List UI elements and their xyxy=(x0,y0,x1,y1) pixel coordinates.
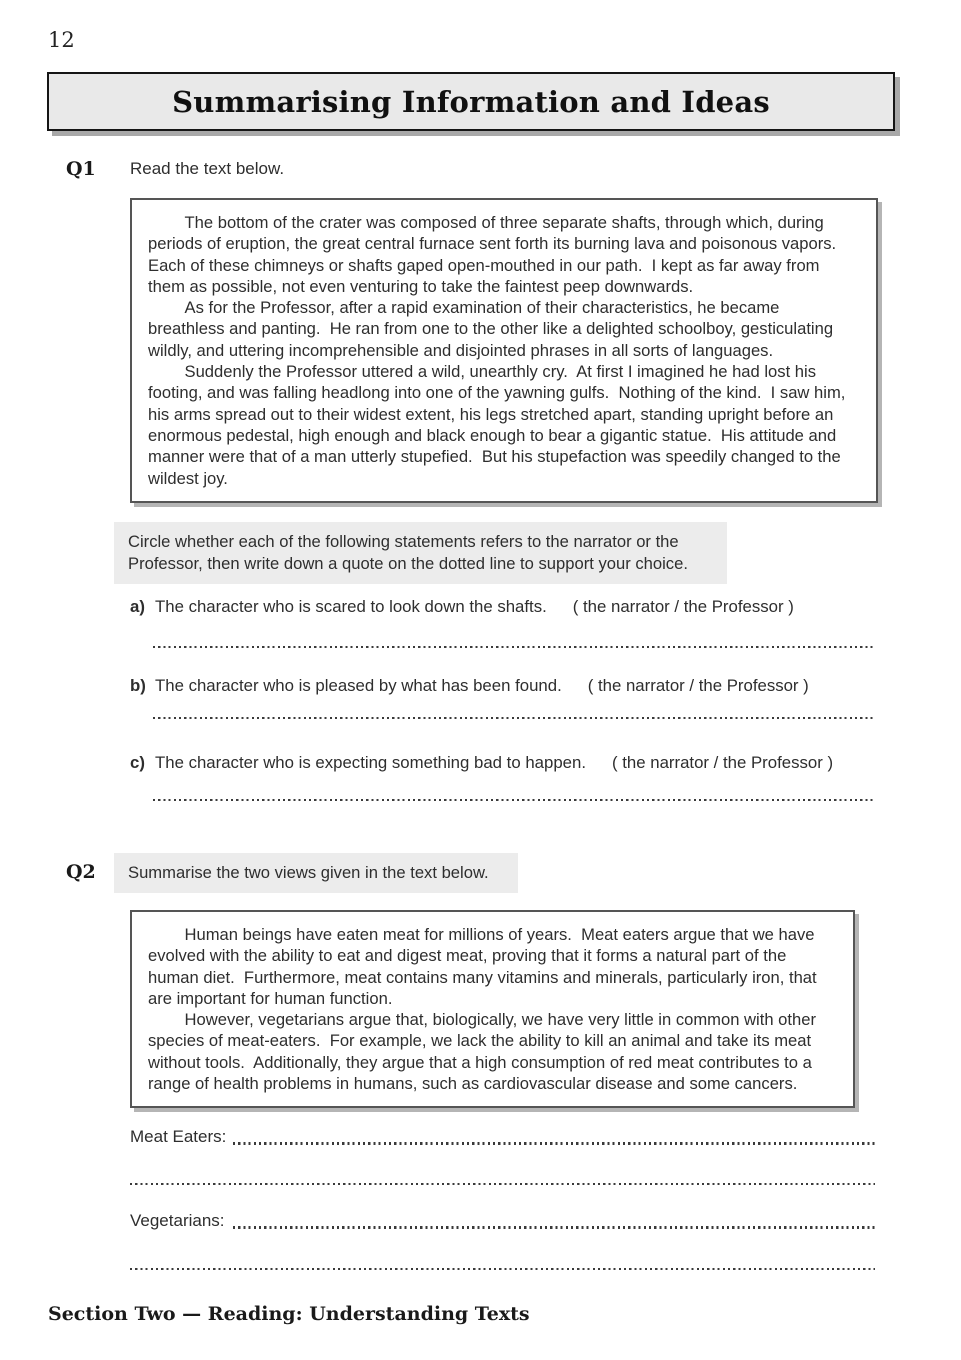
vegetarians-answer-line xyxy=(233,1226,875,1229)
q1-item-b-letter: b) xyxy=(130,676,146,695)
q1-label: Q1 xyxy=(66,158,96,180)
q1-prompt: Read the text below. xyxy=(130,159,285,178)
vegetarians-answer-line-2 xyxy=(130,1267,875,1270)
footer-section-title: Section Two — Reading: Understanding Texts xyxy=(48,1303,530,1325)
q1-item-b-text: The character who is pleased by what has been found. xyxy=(155,676,562,695)
q1-item-a-letter: a) xyxy=(130,597,145,616)
q1-item-c-answer-line xyxy=(153,798,875,801)
meat-eaters-answer-line xyxy=(233,1142,875,1145)
page-title: Summarising Information and Ideas xyxy=(172,84,770,119)
q2-answer-vegetarians xyxy=(130,1211,875,1231)
q1-passage-box xyxy=(130,198,878,503)
q1-item-c xyxy=(130,753,875,773)
q1-instruction: Circle whether each of the following statements refers to the narrator or the Professor, then write down a quote on the dotted line to support your choice. xyxy=(114,522,727,584)
q1-item-b-answer-line xyxy=(153,716,875,719)
q1-item-c-letter: c) xyxy=(130,753,145,772)
q1-item-a-text: The character who is scared to look down the shafts. xyxy=(155,597,547,616)
q1-item-b xyxy=(130,676,875,696)
q1-item-a-choices: ( the narrator / the Professor ) xyxy=(572,597,794,616)
q1-item-a-answer-line xyxy=(153,645,875,648)
q2-passage-paragraph-1: Human beings have eaten meat for millions of years. Meat eaters argue that we have evolved with the ability to eat and digest meat, proving that it forms a natural part of the human diet. Furthermore, meat contains many vitamins and minerals, particularly iron, that are important for human function. xyxy=(148,925,822,1008)
q2-prompt: Summarise the two views given in the text below. xyxy=(114,853,518,893)
q1-item-c-choices: ( the narrator / the Professor ) xyxy=(612,753,834,772)
q1-passage-paragraph-2: As for the Professor, after a rapid examination of their characteristics, he became breathless and panting. He ran from one to the other like a delighted schoolboy, gesticulating wildly, and uttering incomprehensible and disjointed phrases in all sorts of languages. xyxy=(148,298,838,360)
q1-passage-paragraph-3: Suddenly the Professor uttered a wild, unearthly cry. At first I imagined he had lost his footing, and was falling headlong into one of the yawning gulfs. Nothing of the kind. I saw him, his arms spread out to their widest extent, his legs stretched apart, standing upright before an enormous pedestal, high enough and black enough to bear a gigantic statue. His attitude and manner were that of a man utterly stupefied. But his stupefaction was speedily changed to the wildest joy. xyxy=(148,362,850,488)
q1-item-c-text: The character who is expecting something bad to happen. xyxy=(155,753,586,772)
q2-label: Q2 xyxy=(66,861,96,883)
title-box xyxy=(47,72,895,131)
q2-passage-paragraph-2: However, vegetarians argue that, biologically, we have very little in common with other species of meat-eaters. For example, we lack the ability to kill an animal and take its meat without tools. Additionally, they argue that a high consumption of red meat contributes to a range of health problems in humans, such as cardiovascular disease and some cancers. xyxy=(148,1010,821,1094)
q1-passage-paragraph-1: The bottom of the crater was composed of three separate shafts, through which, during periods of eruption, the great central furnace sent forth its burning lava and poisonous vapors. Each of these chimneys or shafts gaped open-mouthed in our path. I kept as far away from them as possible, not even venturing to take the faintest peep downwards. xyxy=(148,213,846,296)
q2-answer-meat-eaters xyxy=(130,1127,875,1147)
meat-eaters-label: Meat Eaters: xyxy=(130,1127,227,1146)
q1-item-b-choices: ( the narrator / the Professor ) xyxy=(587,676,809,695)
q2-passage-box xyxy=(130,910,855,1108)
q1-item-a xyxy=(130,597,875,617)
page-number: 12 xyxy=(48,28,75,52)
vegetarians-label: Vegetarians: xyxy=(130,1211,225,1230)
meat-eaters-answer-line-2 xyxy=(130,1182,875,1185)
